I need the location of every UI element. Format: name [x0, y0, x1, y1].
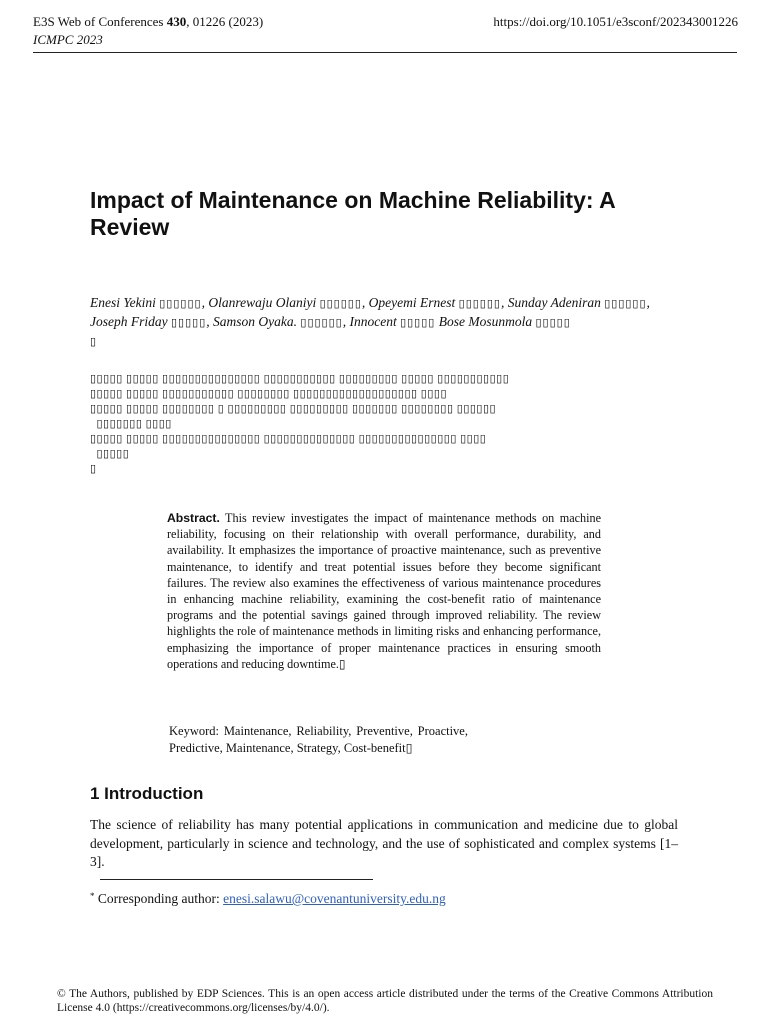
author-name: Sunday Adeniran [507, 295, 601, 310]
author-name: Olanrewaju Olaniyi [208, 295, 317, 310]
author-name: Innocent [349, 314, 397, 329]
author-separator: , [361, 295, 369, 310]
author-separator: , [646, 295, 650, 310]
author-separator: , [201, 295, 209, 310]
author-list [90, 294, 680, 351]
author-orcid-glyph: ▯▯▯▯▯▯ [300, 317, 343, 329]
footnote-marker: * [90, 891, 95, 901]
footnote-label: Corresponding author: [94, 891, 224, 906]
section-heading: 1 Introduction [90, 784, 204, 803]
author-separator: , [342, 314, 350, 329]
author-orcid-glyph: ▯▯▯▯▯▯ [604, 298, 647, 310]
author-separator: , [500, 295, 508, 310]
author-orcid-glyph: ▯▯▯▯▯▯ [458, 298, 501, 310]
author-orcid-glyph: ▯▯▯▯▯ [535, 317, 571, 329]
author-orcid-glyph: ▯▯▯▯▯▯ [319, 298, 362, 310]
author-name: Joseph Friday [90, 314, 168, 329]
conference-name: ICMPC 2023 [33, 32, 103, 47]
affiliation-line: ▯ [90, 463, 97, 475]
author-name: Opeyemi Ernest [368, 295, 456, 310]
affiliation-line: ▯▯▯▯▯▯▯ ▯▯▯▯ [90, 418, 172, 430]
journal-prefix: E3S Web of Conferences [33, 14, 167, 29]
author-name: Bose Mosunmola [438, 314, 533, 329]
header-rule [33, 52, 737, 53]
author-name: Samson Oyaka. [213, 314, 298, 329]
affiliation-line: ▯▯▯▯▯ ▯▯▯▯▯ ▯▯▯▯▯▯▯▯▯▯▯ ▯▯▯▯▯▯▯▯ ▯▯▯▯▯▯▯▯▯▯▯▯▯▯▯▯▯▯▯ ▯▯▯▯ [90, 388, 448, 400]
author-name: Enesi Yekini [90, 295, 156, 310]
doi-link[interactable]: https://doi.org/10.1051/e3sconf/202343001226 [493, 14, 738, 29]
affiliation-line: ▯▯▯▯▯ ▯▯▯▯▯ ▯▯▯▯▯▯▯▯▯▯▯▯▯▯▯ ▯▯▯▯▯▯▯▯▯▯▯▯▯▯ ▯▯▯▯▯▯▯▯▯▯▯▯▯▯▯ ▯▯▯▯ [90, 433, 487, 445]
abstract [167, 510, 601, 672]
author-orcid-glyph: ▯▯▯▯▯▯ [159, 298, 202, 310]
keywords: Keyword: Maintenance, Reliability, Preventive, Proactive, Predictive, Maintenance, Strategy, Cost-benefit▯ [169, 724, 468, 755]
abstract-label: Abstract. [167, 511, 220, 525]
author-orcid-glyph: ▯▯▯▯▯ [170, 317, 207, 329]
footnote [90, 888, 446, 907]
affiliation-line: ▯▯▯▯▯ ▯▯▯▯▯ ▯▯▯▯▯▯▯▯▯▯▯▯▯▯▯ ▯▯▯▯▯▯▯▯▯▯▯ ▯▯▯▯▯▯▯▯▯ ▯▯▯▯▯ ▯▯▯▯▯▯▯▯▯▯▯ [90, 373, 510, 385]
journal-volume: 430 [166, 14, 187, 29]
affiliation-line: ▯▯▯▯▯ [90, 448, 130, 460]
author-orcid-glyph: ▯▯▯▯▯ [400, 317, 436, 329]
journal-citation [33, 14, 263, 30]
intro-paragraph: The science of reliability has many potential applications in communication and medicine due to global development, particularly in science and technology, and the use of sophisticated and complex systems [1–3]. [90, 817, 678, 869]
license-notice: © The Authors, published by EDP Sciences. This is an open access article distributed under the terms of the Creative Commons Attribution License 4.0 (https://creativecommons.org/licenses/by/4.0/). [57, 988, 713, 1014]
abstract-text: This review investigates the impact of maintenance methods on machine reliability, focusing on their relationship with overall performance, durability, and availability. It emphasizes the importance of proactive maintenance, such as preventive maintenance, to identify and treat potential issues before they become significant failures. The review also examines the effectiveness of various maintenance procedures in enhancing machine reliability, examining the cost-benefit ratio of maintenance programs and the potential savings gained through improved reliability. The review highlights the role of maintenance methods in limiting risks and enhancing performance, emphasizing the importance of proper maintenance practices in ensuring smooth operations and reducing downtime.▯ [167, 511, 601, 671]
paper-title: Impact of Maintenance on Machine Reliability: A Review [90, 187, 615, 240]
author-email-link[interactable]: enesi.salawu@covenantuniversity.edu.ng [223, 891, 446, 906]
affiliation-line: ▯▯▯▯▯ ▯▯▯▯▯ ▯▯▯▯▯▯▯▯ ▯ ▯▯▯▯▯▯▯▯▯ ▯▯▯▯▯▯▯▯▯ ▯▯▯▯▯▯▯ ▯▯▯▯▯▯▯▯ ▯▯▯▯▯▯ [90, 403, 497, 415]
journal-suffix: , 01226 (2023) [186, 14, 264, 29]
author-separator: , [206, 314, 214, 329]
affiliation-list [90, 372, 690, 477]
author-end-glyph: ▯ [90, 336, 98, 348]
footnote-rule [100, 879, 373, 880]
